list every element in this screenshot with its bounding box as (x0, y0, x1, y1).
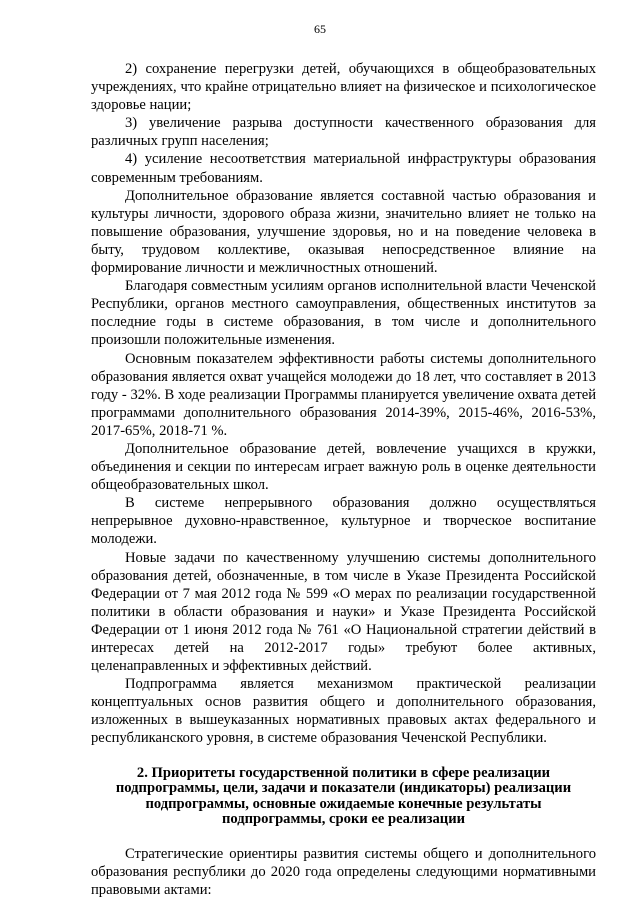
paragraph-item-3: 3) увеличение разрыва доступности качественного образования для различных групп населения; (91, 115, 596, 150)
section-heading-line: 2. Приоритеты государственной политики в сфере реализации (136, 764, 551, 781)
paragraph-continuous-education: В системе непрерывного образования должно осуществляться непрерывное духовно-нравственное, культурное и творческое воспитание молодежи. (91, 495, 596, 548)
paragraph-new-tasks: Новые задачи по качественному улучшению системы дополнительного образования детей, обозначенные, в том числе в Указе Президента Российской Федерации от 7 мая 2012 года № 599 «О мерах по реализации государственной политики в области образования и науки» и Указе Президента Российской Федерации от 1 июня 2012 года № 761 «О Национальной стратегии действий в интересах детей на 2012-2017 годы» требуют более активных, целенаправленных и эффективных действий. (91, 549, 596, 675)
section-heading (91, 766, 596, 828)
section-heading-line: подпрограммы, цели, задачи и показатели (индикаторы) реализации (115, 780, 572, 797)
paragraph-efficiency-indicator: Основным показателем эффективности работы системы дополнительного образования является охват учащейся молодежи до 18 лет, что составляет в 2013 году - 32%. В ходе реализации Программы планируется увеличение охвата детей программами дополнительного образования 2014-39%, 2015-46%, 2016-53%, 2017-65%, 2018-71 %. (91, 350, 596, 439)
document-body (91, 60, 596, 899)
paragraph-item-4: 4) усиление несоответствия материальной инфраструктуры образования современным требованиям. (91, 151, 596, 186)
paragraph-item-2: 2) сохранение перегрузки детей, обучающихся в общеобразовательных учреждениях, что крайне отрицательно влияет на физическое и психологическое здоровье нации; (91, 61, 596, 114)
paragraph-joint-efforts: Благодаря совместным усилиям органов исполнительной власти Чеченской Республики, органов местного самоуправления, общественных институтов за последние годы в системе образования, в том числе и дополнительного произошли положительные изменения. (91, 278, 596, 349)
section-heading-line: подпрограммы, основные ожидаемые конечные результаты (145, 795, 542, 812)
paragraph-subprogram-mechanism: Подпрограмма является механизмом практической реализации концептуальных основ развития общего и дополнительного образования, изложенных в вышеуказанных нормативных правовых актах федерального и республиканского уровня, в системе образования Чеченской Республики. (91, 676, 596, 747)
paragraph-strategic-guidelines: Стратегические ориентиры развития системы общего и дополнительного образования республики до 2020 года определены следующими нормативными правовыми актами: (91, 845, 596, 898)
section-heading-line: подпрограммы, сроки ее реализации (221, 811, 466, 828)
paragraph-involvement: Дополнительное образование детей, вовлечение учащихся в кружки, объединения и секции по интересам играет важную роль в оценке деятельности общеобразовательных школ. (91, 440, 596, 494)
paragraph-additional-education: Дополнительное образование является составной частью образования и культуры личности, здорового образа жизни, значительно влияет не только на повышение образования, улучшение здоровья, но и на поведение человека в быту, трудовом коллективе, оказывая непосредственное влияние на формирование личности и межличностных отношений. (91, 187, 596, 277)
page-number: 65 (314, 22, 326, 36)
